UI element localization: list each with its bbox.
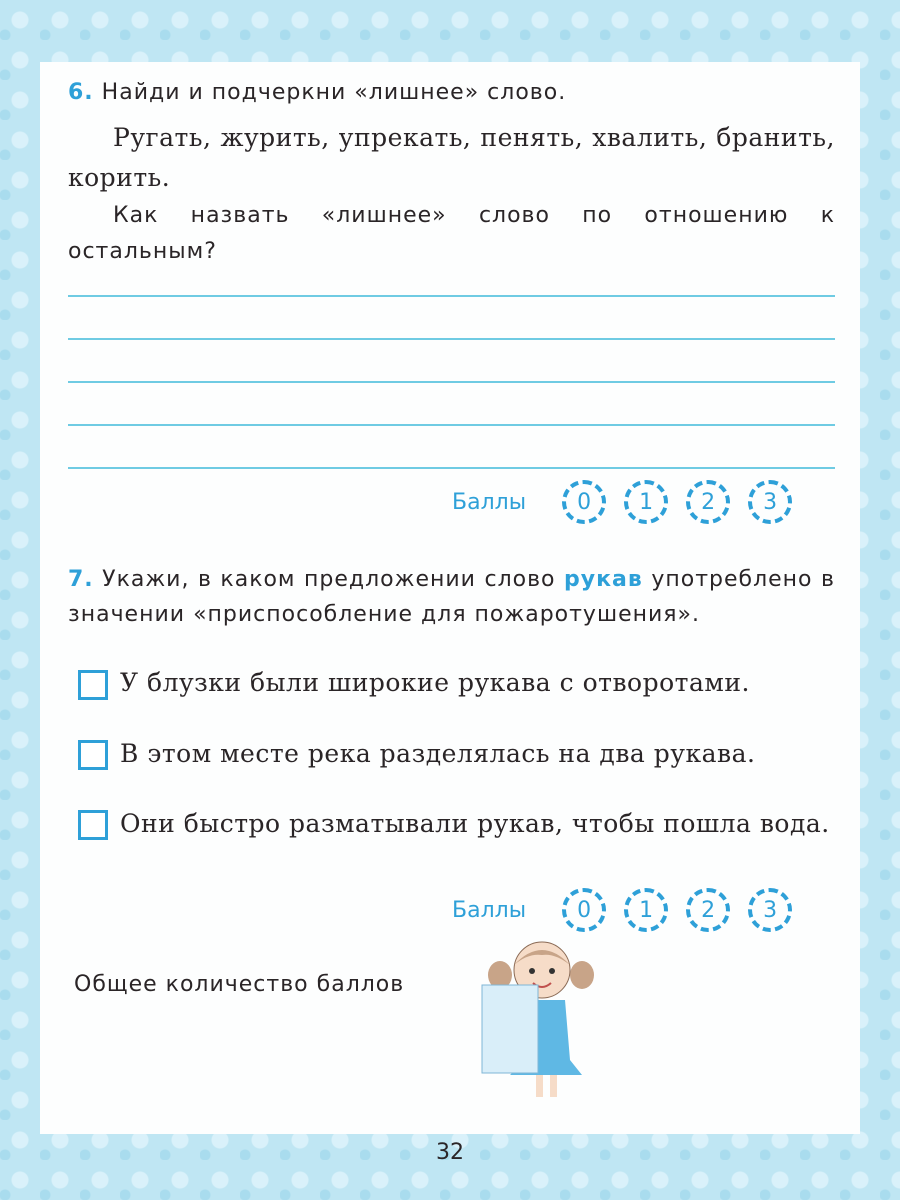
answer-line[interactable] <box>68 424 835 426</box>
option-text-2: В этом месте река разделялась на два рукава. <box>120 739 756 768</box>
task6-words: Ругать, журить, упрекать, пенять, хвалить, бранить, корить. <box>68 123 835 192</box>
task7-instruction: Укажи, в каком предложении слово <box>102 567 556 592</box>
total-score-label: Общее количество баллов <box>74 972 405 997</box>
option-checkbox-2[interactable] <box>78 740 108 770</box>
score-circle-0[interactable]: 0 <box>562 888 606 932</box>
task7-keyword: рукав <box>564 567 643 592</box>
score-label: Баллы <box>452 897 527 923</box>
score-circle-3[interactable]: 3 <box>748 480 792 524</box>
score-circle-1[interactable]: 1 <box>624 888 668 932</box>
score-circle-0[interactable]: 0 <box>562 480 606 524</box>
score-circle-2[interactable]: 2 <box>686 480 730 524</box>
task7-heading <box>68 562 835 632</box>
task6-number: 6. <box>68 80 94 105</box>
score-circle-2[interactable]: 2 <box>686 888 730 932</box>
task7-number: 7. <box>68 567 94 592</box>
answer-line[interactable] <box>68 338 835 340</box>
score-circle-3[interactable]: 3 <box>748 888 792 932</box>
girl-illustration <box>470 935 600 1100</box>
score-label: Баллы <box>452 489 527 515</box>
answer-line[interactable] <box>68 381 835 383</box>
task6-heading <box>68 80 566 105</box>
option-text-3: Они быстро разматывали рукав, чтобы пошла вода. <box>120 809 830 838</box>
task6-instruction: Найди и подчеркни «лишнее» слово. <box>101 80 567 105</box>
answer-line[interactable] <box>68 467 835 469</box>
option-text-1: У блузки были широкие рукава с отворотами. <box>120 668 750 697</box>
score-circle-1[interactable]: 1 <box>624 480 668 524</box>
task7-instruction-end: употреблено в значении «приспособление для пожаротушения». <box>68 567 835 627</box>
task7-score <box>452 888 792 932</box>
page-number: 32 <box>436 1140 464 1165</box>
option-checkbox-3[interactable] <box>78 810 108 840</box>
answer-line[interactable] <box>68 295 835 297</box>
task6-score <box>452 480 792 524</box>
task6-question: Как назвать «лишнее» слово по отношению к остальным? <box>68 203 835 264</box>
option-checkbox-1[interactable] <box>78 670 108 700</box>
